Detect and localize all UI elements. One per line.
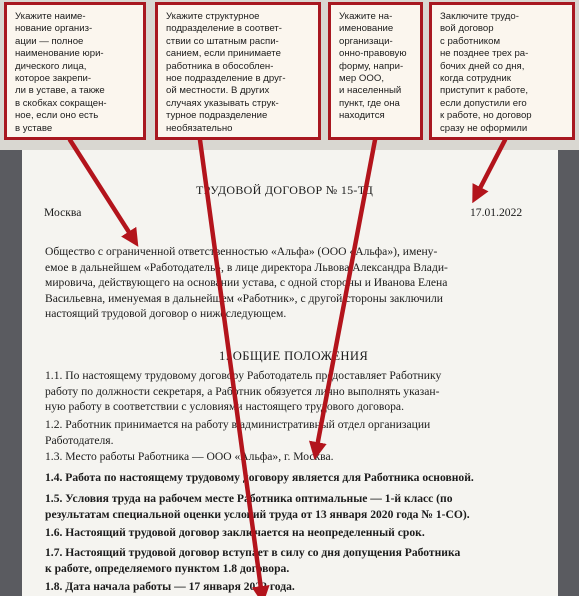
clause-1 bbox=[45, 368, 441, 415]
callout-line: ой местности. В других bbox=[166, 85, 270, 97]
callout-line: именование bbox=[339, 23, 394, 35]
section-title: 1. ОБЩИЕ ПОЛОЖЕНИЯ bbox=[219, 349, 369, 363]
clause-2 bbox=[45, 417, 430, 448]
clause-line: 1.8. Дата начала работы — 17 января 2022 года. bbox=[45, 580, 295, 593]
intro-line: Васильевна, именуемая в дальнейшем «Работник», с другой стороны заключили bbox=[45, 291, 443, 305]
callout-line: онно-правовую bbox=[339, 48, 407, 60]
intro-line: Общество с ограниченной ответственностью «Альфа» (ООО «Альфа»), имену- bbox=[45, 245, 438, 258]
callout-line: форму, напри- bbox=[339, 60, 404, 72]
clause-8 bbox=[45, 579, 295, 595]
callout-line: ствии со штатным распи- bbox=[166, 35, 279, 47]
callout-line: Укажите наиме- bbox=[15, 11, 86, 22]
callout-line: Заключите трудо- bbox=[440, 11, 519, 22]
intro-line: мировича, действующего на основании устава, с одной стороны и Иванова Елена bbox=[45, 276, 448, 290]
document-intro bbox=[45, 244, 448, 322]
callout-line: случаях указывать струк- bbox=[166, 97, 279, 109]
callout-line: сразу не оформили bbox=[440, 122, 528, 134]
callout-line: дического лица, bbox=[15, 60, 87, 72]
callout-line: и населенный bbox=[339, 85, 402, 97]
callout-line: в скобках сокращен- bbox=[15, 97, 107, 109]
callout-structural-unit bbox=[155, 2, 321, 140]
callout-line: если допустили его bbox=[440, 97, 527, 109]
callout-line: нование организ- bbox=[15, 23, 93, 35]
clause-6 bbox=[45, 525, 425, 541]
callout-line: организаци- bbox=[339, 35, 393, 47]
callout-line: бочих дней со дня, bbox=[440, 60, 525, 72]
clause-7 bbox=[45, 545, 460, 576]
callout-line: турное подразделение bbox=[166, 110, 268, 122]
callout-line: не позднее трех ра- bbox=[440, 48, 529, 60]
callout-organization-name bbox=[4, 2, 146, 140]
clause-line: 1.7. Настоящий трудовой договор вступает в силу со дня допущения Работника bbox=[45, 546, 461, 559]
callout-contract-deadline bbox=[429, 2, 575, 140]
callout-line: Укажите структурное bbox=[166, 11, 260, 22]
callout-line: ли в уставе, а также bbox=[15, 85, 105, 97]
clause-line: 1.1. По настоящему трудовому договору Работодатель предоставляет Работнику bbox=[45, 369, 442, 382]
callout-line: Укажите на- bbox=[339, 11, 393, 22]
clause-line: 1.6. Настоящий трудовой договор заключается на неопределенный срок. bbox=[45, 526, 425, 539]
callout-line: необязательно bbox=[166, 122, 233, 134]
callout-line: к работе, но договор bbox=[440, 110, 532, 122]
callout-line: работника в обособлен- bbox=[166, 60, 274, 72]
clause-line: 1.3. Место работы Работника — ООО «Альфа», г. Москва. bbox=[45, 450, 334, 463]
clause-5 bbox=[45, 491, 470, 522]
callout-line: подразделение в соответ- bbox=[166, 23, 282, 35]
clause-line: результатам специальной оценки условий труда от 13 января 2020 года № 1-СО). bbox=[45, 507, 470, 521]
callout-line: ное подразделение в друг- bbox=[166, 73, 286, 85]
intro-line: емое в дальнейшем «Работодатель», в лице директора Львова Александра Влади- bbox=[45, 260, 448, 274]
callout-line: которое закрепи- bbox=[15, 73, 92, 85]
callout-line: ации — полное bbox=[15, 35, 84, 47]
callout-line: наименование юри- bbox=[15, 48, 104, 60]
callout-line: ное, если оно есть bbox=[15, 110, 99, 122]
clause-4 bbox=[45, 470, 474, 486]
clause-line: Работодателя. bbox=[45, 433, 114, 447]
callout-line: пункт, где она bbox=[339, 97, 400, 109]
document-title: ТРУДОВОЙ ДОГОВОР № 15-ТД bbox=[196, 183, 374, 197]
clause-line: работу по должности секретаря, а Работник обязуется лично выполнять указан- bbox=[45, 384, 440, 398]
callout-line: когда сотрудник bbox=[440, 73, 511, 85]
callout-line: вой договор bbox=[440, 23, 494, 35]
clause-line: 1.4. Работа по настоящему трудовому договору является для Работника основной. bbox=[45, 471, 474, 484]
callout-legal-form-location bbox=[328, 2, 423, 140]
callout-line: в уставе bbox=[15, 122, 53, 134]
clause-line: ную работу в соответствии с условиями настоящего трудового договора. bbox=[45, 400, 404, 414]
callout-line: санием, если принимаете bbox=[166, 48, 281, 60]
callout-line: мер ООО, bbox=[339, 73, 384, 85]
clause-line: 1.5. Условия труда на рабочем месте Работника оптимальные — 1-й класс (по bbox=[45, 492, 453, 505]
callout-line: находится bbox=[339, 110, 385, 122]
clause-3 bbox=[45, 449, 333, 465]
intro-line: настоящий трудовой договор о нижеследующем. bbox=[45, 307, 287, 321]
clause-line: 1.2. Работник принимается на работу в административный отдел организации bbox=[45, 418, 431, 431]
document-date: 17.01.2022 bbox=[470, 206, 523, 219]
callout-line: с работником bbox=[440, 35, 501, 47]
clause-line: к работе, определяемого пунктом 1.8 договора. bbox=[45, 561, 290, 575]
callout-line: приступит к работе, bbox=[440, 85, 529, 97]
document-city: Москва bbox=[44, 206, 82, 219]
